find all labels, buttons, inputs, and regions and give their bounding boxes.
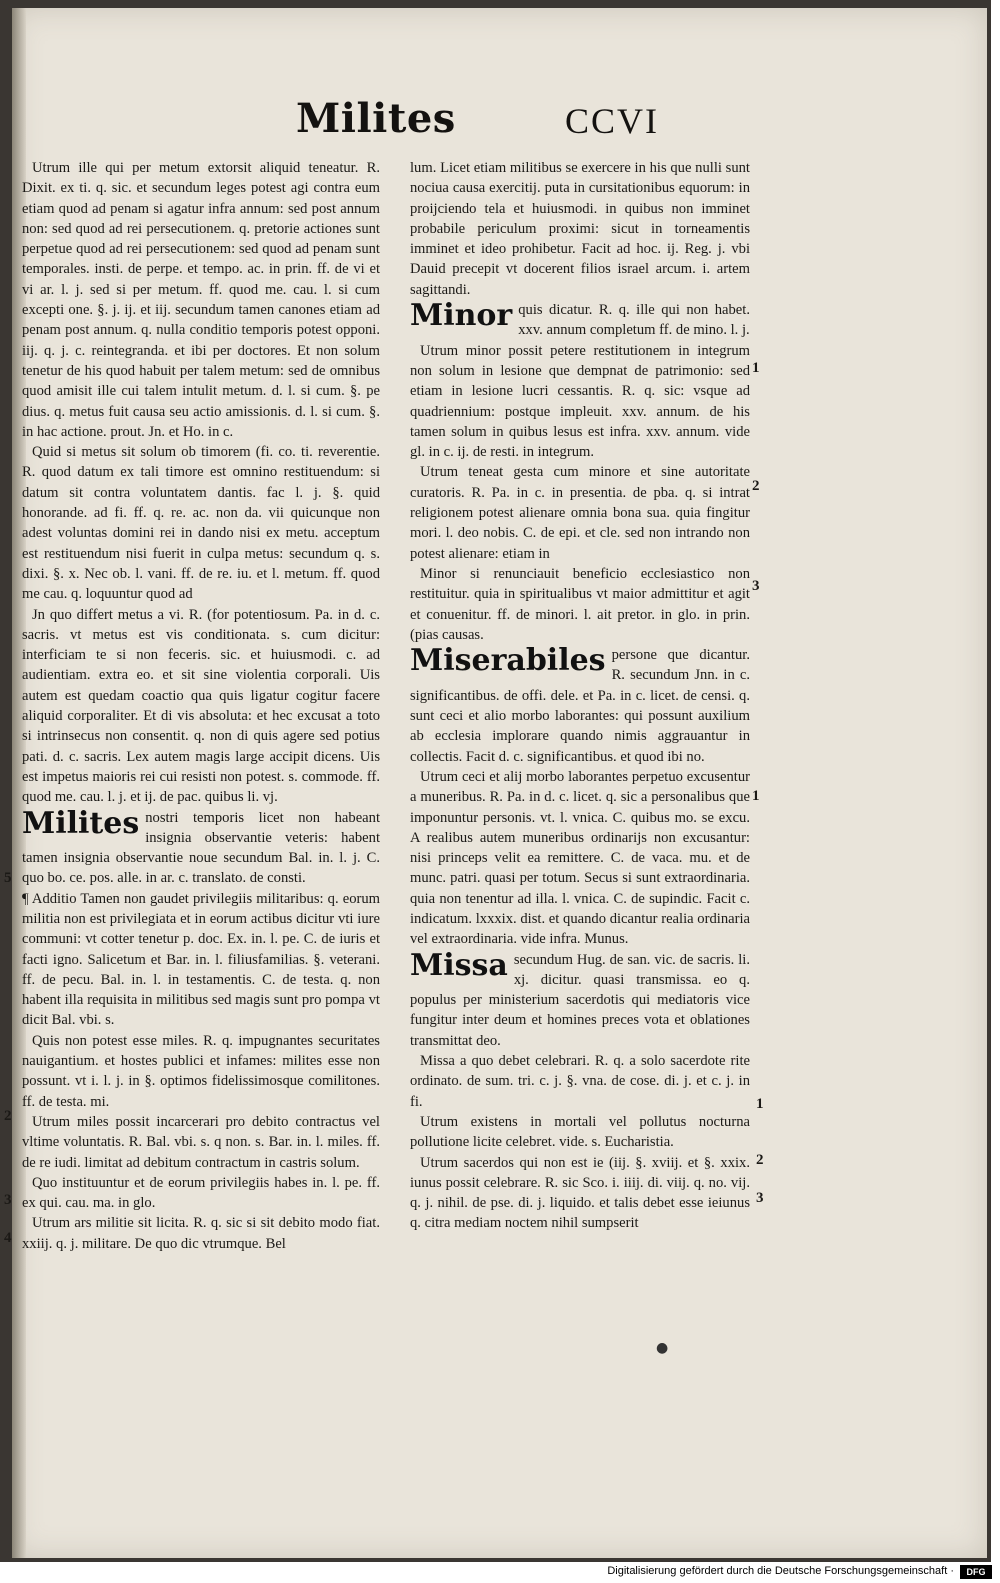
paragraph: secundum Hug. de san. vic. de sacris. li. xj. dicitur. quasi transmissa. eo q. populus per ministerium sacerdotis qui mediatoris vice fungitur inter deum et homines preces vota et oblationes transmittat deo. [410, 951, 750, 1049]
paragraph: persone que dicantur. R. secundum Jnn. in c. significantibus. de offi. dele. et Pa. in c. licet. de censi. q. sunt ceci et alio morbo laborantes: qui possunt auxilium ab ecclesia implorare quando nimis aggrauantur in collectis. Facit d. c. significantibus. et quod ibi no. [410, 647, 750, 765]
entry-missa [410, 947, 750, 1051]
footer-bar [0, 1562, 1000, 1583]
paragraph: Utrum ceci et alij morbo laborantes perpetuo excusentur a muneribus. R. Pa. in d. c. licet. q. sic a personalibus que imponuntur personis. vt. l. vnica. C. quibus mo. se excu. A realibus autem muneribus ordinarijs non excusantur: nisi princeps velit ea remittere. C. de vaca. mu. et de munc. patri. quasi per totum. Secus si sunt extraordinaria. quia non tenentur ad illa. l. vnica. C. de supindic. Facit c. indicatum. lxxxix. dist. et quando dicantur realia ordinaria vel extraordinaria. vide infra. Munus. [410, 768, 750, 948]
dfg-logo: DFG [960, 1565, 992, 1579]
paragraph: Utrum ille qui per metum extorsit aliquid teneatur. R. Dixit. ex ti. q. sic. et secundum leges potest agi contra eum etiam quod ad penam si agatur infra annum: sed post annum non: sed quod ad rei persecutionem. q. pretorie actiones sunt perpetue quod ad rei persecutionem: sed quod ad penam sunt temporales. insti. de perpe. et tempo. ac. in prin. ff. de vi et vi ar. l. j. sed si per metum. ff. quod me. cau. l. si cum excepti one. §. j. ij. et iij. secundum tamen canones etiam ad penam post annum. q. nulla conditio temporis potest opponi. iij. q. j. c. reintegranda. et ibi per doctores. Et non solum tenetur de his quod habuit per talem metum: sed de omnibus quod amisit ille cui talem intulit metum. d. l. si cum. §. pe dius. q. metus fuit causa seu actio amissionis. d. l. si cum. §. in hac actione. prout. Jn. et Ho. in c. [22, 160, 380, 440]
margin-number: 1 [752, 788, 760, 804]
margin-number: 4 [4, 1230, 12, 1246]
margin-number: 3 [756, 1190, 764, 1206]
paragraph: nostri temporis licet non habeant insignia observantie veteris: habent tamen insignia observantie noue secundum Bal. in. l. j. C. quo bo. ce. pos. alle. in ar. c. translato. de consti. [22, 809, 380, 887]
margin-number: 1 [756, 1096, 764, 1112]
paragraph: Missa a quo debet celebrari. R. q. a solo sacerdote rite ordinato. de sum. tri. c. j. §. vna. de cose. di. j. et c. j. in fi. [410, 1053, 750, 1110]
paragraph: Quis non potest esse miles. R. q. impugnantes securitates nauigantium. et hostes publici et infames: milites esse non possunt. vt i. l. j. in §. optimos fidelissimosque comilitones. ff. de testa. mi. [22, 1032, 380, 1110]
lemma-missa: Missa [410, 947, 508, 983]
paragraph: quis dicatur. R. q. ille qui non habet. xxv. annum completum ff. de mino. l. j. [518, 302, 750, 339]
folio-number: CCVI [565, 101, 660, 141]
margin-number: 5 [4, 870, 12, 886]
margin-number: 3 [752, 578, 760, 594]
paragraph: Utrum existens in mortali vel pollutus nocturna pollutione licite celebret. vide. s. Eucharistia. [410, 1113, 750, 1151]
right-column [410, 158, 750, 1234]
paragraph: lum. Licet etiam militibus se exercere in his que nulli sunt nociua causa exercitij. puta in cursitationibus equorum: in proijciendo tela et huiusmodi. in quibus non imminet probabile periculum proximi: sicut in torneamentis imminet et ideo prohibetur. Facit ad hoc. ij. Reg. j. vbi Dauid precepit vt docerent filios israel arcum. i. artem sagittandi. [410, 160, 750, 298]
paragraph: Utrum miles possit incarcerari pro debito contractus vel vltime voluntatis. R. Bal. vbi. s. q non. s. Bar. in. l. miles. ff. de re iudi. limitat ad debitum contractum in castris solum. [22, 1113, 380, 1171]
margin-number: 2 [4, 1108, 12, 1124]
paragraph: Utrum teneat gesta cum minore et sine autoritate curatoris. R. Pa. in c. in presentia. de pba. q. si intrat religionem potest alienare omnia bona sua. quia fingitur mori. l. deo nobis. C. de epi. et cle. sed non intrando non potest alienare: etiam in [410, 464, 750, 562]
paragraph: Quid si metus sit solum ob timorem (fi. co. ti. reverentie. R. quod datum ex tali timore est omnino restituendum: si datum sit contra voluntatem dantis. fac l. j. §. quid honorande. ad fi. ff. q. re. ac. non da. vii quicunque non adest voluntas domini rei in dando nisi ex metu. acceptum est restituendum nisi fuerit in culpa metus: secundum q. s. dixi. §. x. Nec ob. l. vani. ff. de re. iu. et l. metum. ff. quod me cau. q. loquuntur quod ad [22, 444, 380, 603]
entry-minor [410, 300, 750, 341]
paragraph: Utrum sacerdos qui non est ie (iij. §. xviij. et §. xxix. iunus possit celebrare. R. sic Sco. i. iiij. di. viij. q. no. vij. q. j. nihil. de pse. di. j. liquido. et talis debet esse ieiunus q. citra mediam noctem nihil sumpserit [410, 1154, 750, 1232]
lemma-miserabiles: Miserabiles [410, 643, 606, 679]
paragraph: Quo instituuntur et de eorum privilegiis habes in. l. pe. ff. ex qui. cau. ma. in glo. [22, 1174, 380, 1212]
paragraph: ¶ Additio Tamen non gaudet privilegiis militaribus: q. eorum militia non est privilegiata et in eorum actibus dicitur vti iure communi: vt cotter tenetur p. doc. Ex. in. l. pe. C. de iuris et facti igno. Salicetum et Bar. in. l. filiusfamilias. §. veterani. ff. de pecu. Bal. in. l. in testamentis. C. de testa. q. non habent illa requisita in militibus sed magis sunt pro pompa vt dicit Bal. vbi. s. [22, 890, 380, 1029]
lemma-minor: Minor [410, 298, 513, 334]
paragraph: Minor si renunciauit beneficio ecclesiastico non restituitur. quia in spiritualibus vt maior admittitur et agit et conuenitur. ff. de minori. l. ait pretor. in glo. in prin. (pias causas. [410, 565, 750, 643]
lemma-milites: Milites [22, 805, 140, 841]
margin-number: 3 [4, 1192, 12, 1208]
margin-number: 1 [752, 360, 760, 376]
left-column [22, 158, 380, 1254]
entry-miserabiles [410, 645, 750, 767]
margin-number: 2 [756, 1152, 764, 1168]
paragraph: Utrum minor possit petere restitutionem in integrum non solum in lesione que dempnat de patrimonio: sed etiam in lesione lucri cessantis. R. q. sic: vsque ad quadriennium: postque impleuit. xxv. annum. de his tamen solum in quibus lesus est infra. xxv. annum. vide gl. in c. ij. de resti. in integrum. [410, 342, 750, 461]
entry-milites [22, 805, 380, 889]
paragraph: Jn quo differt metus a vi. R. (for potentiosum. Pa. in d. c. sacris. vt metus est vis conditionata. s. cum dicitur: interficiam te si non feceris. sic. et huiusmodi. c. ad audientiam. extra eo. et sit sine violentia corporali. Uis autem est quedam coactio qua quis ligatur cogitur facere aliquid corporaliter. Et di vis absoluta: et hec excusat a toto si intrinsecus non consentit. q. non di quis agere sed potius pati. d. c. sacris. Lex autem magis large accipit dicens. Uis est impetus maioris rei cui resisti non potest. s. commode. ff. quod me. cau. l. j. et ij. de pac. quibus li. vj. [22, 606, 380, 806]
footer-credit: Digitalisierung gefördert durch die Deutsche Forschungsgemeinschaft · [607, 1565, 954, 1577]
paragraph: Utrum ars militie sit licita. R. q. sic si sit debito modo fiat. xxiij. q. j. militare. De quo dic vtrumque. Bel [22, 1215, 380, 1252]
ink-smudge-icon: ● [656, 1340, 669, 1356]
running-head: Milites [296, 95, 456, 142]
margin-number: 2 [752, 478, 760, 494]
